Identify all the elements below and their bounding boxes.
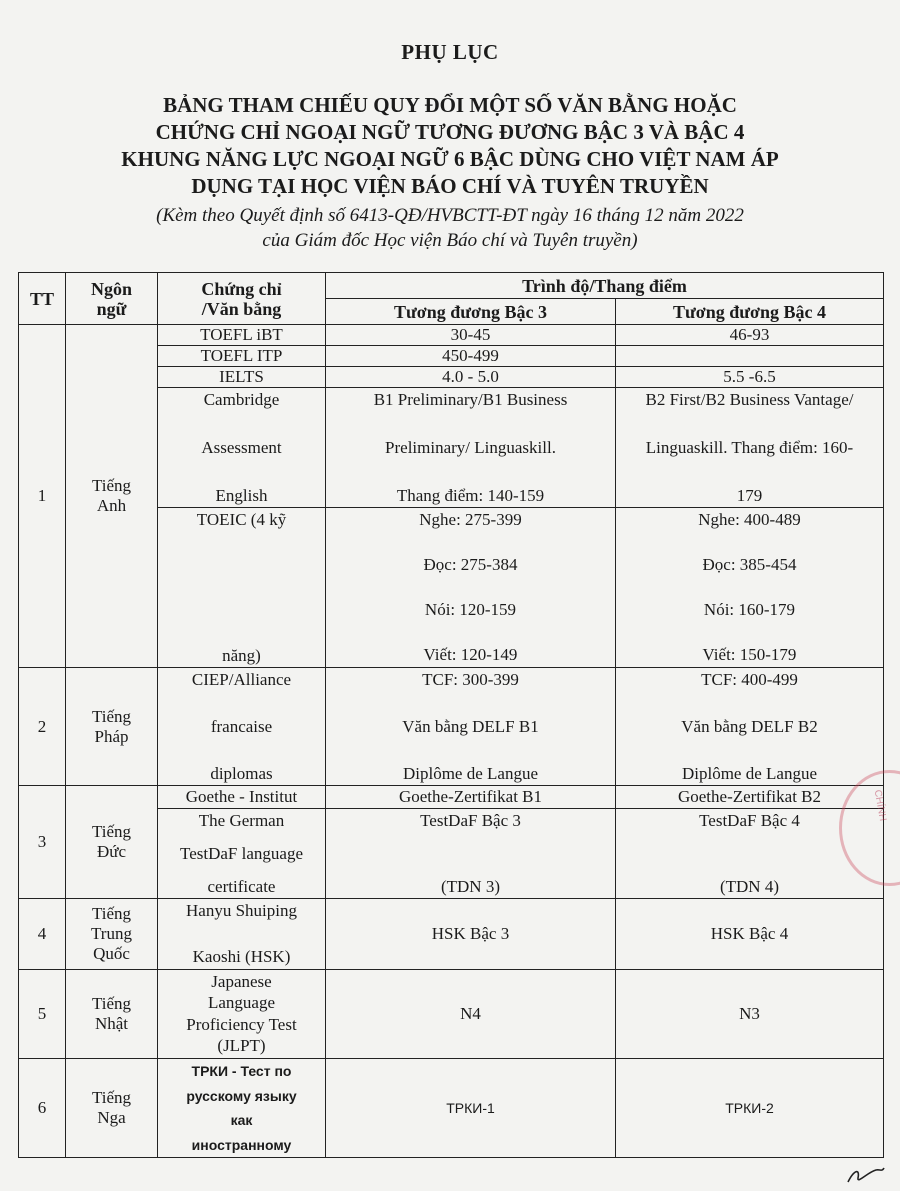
cell-lines (620, 346, 879, 366)
language-line: Tiếng (91, 904, 132, 923)
language-line: Tiếng (91, 822, 132, 841)
table-row (19, 899, 884, 970)
level-3-cell (326, 367, 616, 388)
cell-line: Nói: 120-159 (424, 600, 517, 620)
cell-line: HSK Bậc 3 (431, 924, 510, 943)
cell-line: English (215, 485, 268, 505)
cell-line: năng) (222, 645, 261, 665)
cell-lines (620, 325, 879, 345)
language-cell (66, 325, 158, 668)
cell-lines (620, 367, 879, 387)
cell-line: IELTS (219, 367, 264, 386)
cell-line: ТРКИ - Тест по (191, 1063, 292, 1079)
language-cell (66, 786, 158, 899)
cell-lines (620, 970, 879, 1058)
language-cell (66, 1059, 158, 1158)
cell-line: Goethe-Zertifikat B2 (677, 787, 822, 806)
row-number: 6 (19, 1059, 66, 1158)
level-3-cell (326, 325, 616, 346)
cell-line: TCF: 300-399 (422, 669, 519, 689)
cell-line: 450-499 (442, 346, 499, 365)
title-line: KHUNG NĂNG LỰC NGOẠI NGỮ 6 BẬC DÙNG CHO VIỆT NAM ÁP (121, 147, 779, 171)
cell-line: Preliminary/ Linguaskill. (385, 437, 556, 457)
cell-lines (330, 325, 611, 345)
cell-line: Cambridge (203, 389, 280, 409)
cell-line: Văn bằng DELF B1 (402, 716, 539, 736)
cell-line: Đọc: 385-454 (702, 554, 797, 574)
table-row (19, 668, 884, 786)
cell-line: Viết: 120-149 (423, 645, 518, 665)
document-title (0, 92, 900, 200)
cell-line: Diplôme de Langue (402, 763, 538, 783)
cell-line: Goethe-Zertifikat B1 (398, 787, 543, 806)
language-line: Nga (97, 1108, 126, 1127)
row-number: 5 (19, 970, 66, 1059)
table-row (19, 325, 884, 346)
level-3-cell (326, 809, 616, 899)
header-line: ngữ (96, 298, 127, 319)
cell-line: (JLPT) (217, 1035, 266, 1055)
cell-lines (330, 1059, 611, 1157)
cell-line: TestDaF Bậc 4 (699, 810, 800, 830)
appendix-heading: PHỤ LỤC (401, 40, 499, 64)
cell-line: ТРКИ-1 (446, 1100, 495, 1116)
cell-lines (162, 972, 321, 1056)
title-line: DỤNG TẠI HỌC VIỆN BÁO CHÍ VÀ TUYÊN TRUYỀN (191, 174, 709, 198)
cell-line: Linguaskill. Thang điểm: 160- (645, 437, 854, 457)
header-level-3: Tương đương Bậc 3 (326, 299, 616, 325)
cell-line: 5.5 -6.5 (723, 367, 776, 386)
cell-lines (620, 670, 879, 784)
cell-lines (620, 510, 879, 666)
cell-line: русскому языку (186, 1087, 297, 1104)
cell-line: Đọc: 275-384 (423, 554, 518, 574)
header-line: /Văn bằng (201, 298, 282, 319)
cell-line: TOEIC (4 kỹ (196, 509, 287, 529)
cell-lines (330, 510, 611, 666)
cell-line: Nghe: 275-399 (419, 509, 522, 529)
row-number: 3 (19, 786, 66, 899)
cell-line: иностранному (191, 1136, 292, 1153)
level-3-cell (326, 786, 616, 809)
cell-line: Kaoshi (HSK) (192, 947, 291, 966)
cell-line: (TDN 3) (440, 876, 500, 896)
cell-lines (162, 367, 321, 387)
cell-line: Nghe: 400-489 (698, 509, 801, 529)
certificate-cell (158, 668, 326, 786)
cell-line: Nói: 160-179 (703, 600, 796, 620)
row-number: 2 (19, 668, 66, 786)
certificate-cell (158, 899, 326, 970)
certificate-cell (158, 809, 326, 899)
cell-lines (620, 390, 879, 506)
header-level-4: Tương đương Bậc 4 (616, 299, 884, 325)
level-4-cell (616, 346, 884, 367)
cell-lines (620, 899, 879, 969)
cell-line: 4.0 - 5.0 (442, 367, 499, 386)
cell-line: The German (198, 810, 285, 830)
cell-line: 30-45 (450, 325, 491, 344)
stamp-text: CHÍNH (871, 788, 889, 823)
row-number: 4 (19, 899, 66, 970)
language-line: Đức (96, 842, 127, 861)
certificate-cell (158, 388, 326, 508)
cell-line: TOEFL ITP (200, 346, 283, 365)
cell-line: B1 Preliminary/B1 Business (373, 389, 568, 409)
cell-line: Japanese (211, 972, 272, 991)
level-3-cell (326, 1059, 616, 1158)
table-row (19, 970, 884, 1059)
cell-lines (330, 811, 611, 897)
cell-lines (162, 786, 321, 808)
cell-line: N4 (460, 1004, 481, 1023)
cell-lines (162, 390, 321, 506)
cell-lines (330, 390, 611, 506)
cell-line: N3 (739, 1004, 760, 1023)
signature-mark (846, 1164, 886, 1186)
header-line: Ngôn (90, 278, 132, 299)
header-language (66, 273, 158, 325)
cell-line: francaise (210, 716, 273, 736)
level-3-cell (326, 508, 616, 668)
table-row (19, 1059, 884, 1158)
cell-line: Viết: 150-179 (702, 645, 797, 665)
reference-table (18, 272, 884, 1158)
cell-line: как (230, 1112, 253, 1129)
cell-line: TestDaF Bậc 3 (420, 810, 521, 830)
cell-line: Language (207, 993, 276, 1013)
language-line: Tiếng (91, 1088, 132, 1107)
level-4-cell (616, 668, 884, 786)
title-line: CHỨNG CHỈ NGOẠI NGỮ TƯƠNG ĐƯƠNG BẬC 3 VÀ BẬC 4 (155, 120, 745, 144)
cell-lines (162, 670, 321, 784)
header-certificate (158, 273, 326, 325)
language-line: Anh (96, 496, 127, 515)
level-3-cell (326, 346, 616, 367)
header-level: Trình độ/Thang điểm (326, 273, 884, 299)
cell-line: diplomas (210, 763, 273, 783)
cell-lines (162, 325, 321, 345)
certificate-cell (158, 970, 326, 1059)
cell-line: CIEP/Alliance (191, 669, 292, 689)
certificate-cell (158, 346, 326, 367)
language-line: Tiếng (91, 476, 132, 495)
level-4-cell (616, 1059, 884, 1158)
subtitle-line: (Kèm theo Quyết định số 6413-QĐ/HVBCTT-ĐT ngày 16 tháng 12 năm 2022 (156, 205, 744, 226)
cell-lines (162, 346, 321, 366)
cell-line: TCF: 400-499 (701, 669, 798, 689)
certificate-cell (158, 508, 326, 668)
level-4-cell (616, 970, 884, 1059)
cell-lines (162, 1061, 321, 1155)
cell-lines (162, 901, 321, 967)
cell-line: Goethe - Institut (185, 787, 298, 806)
cell-line: Proficiency Test (186, 1014, 297, 1034)
cell-lines (330, 970, 611, 1058)
cell-lines (330, 786, 611, 808)
cell-line: TOEFL iBT (200, 325, 283, 344)
language-line: Quốc (93, 944, 130, 963)
cell-lines (162, 510, 321, 666)
subtitle-line: của Giám đốc Học viện Báo chí và Tuyên truyền) (262, 230, 638, 251)
language-cell (66, 668, 158, 786)
certificate-cell (158, 325, 326, 346)
cell-lines (330, 346, 611, 366)
cell-lines (330, 899, 611, 969)
language-line: Nhật (94, 1014, 129, 1033)
cell-lines (330, 670, 611, 784)
cell-line: Hanyu Shuiping (186, 901, 297, 920)
level-3-cell (326, 899, 616, 970)
table-row (19, 786, 884, 809)
certificate-cell (158, 1059, 326, 1158)
cell-line: Assessment (201, 437, 282, 457)
cell-lines (162, 811, 321, 897)
level-4-cell (616, 367, 884, 388)
language-line: Tiếng (91, 994, 132, 1013)
level-3-cell (326, 970, 616, 1059)
language-line: Pháp (94, 726, 129, 746)
cell-lines (620, 1059, 879, 1157)
language-line: Trung (91, 924, 132, 943)
cell-line: Diplôme de Langue (681, 763, 817, 783)
level-4-cell (616, 325, 884, 346)
level-4-cell (616, 899, 884, 970)
header-line: Chứng chỉ (201, 278, 282, 299)
certificate-cell (158, 786, 326, 809)
cell-line: certificate (207, 876, 276, 896)
language-line: Tiếng (91, 706, 132, 726)
language-cell (66, 899, 158, 970)
level-4-cell (616, 508, 884, 668)
cell-line: B2 First/B2 Business Vantage/ (645, 389, 854, 409)
cell-line: 179 (736, 485, 763, 505)
cell-lines (620, 786, 879, 808)
title-line: BẢNG THAM CHIẾU QUY ĐỔI MỘT SỐ VĂN BẰNG HOẶC (163, 93, 737, 117)
row-number: 1 (19, 325, 66, 668)
cell-line: TestDaF language (180, 843, 303, 863)
cell-line: 46-93 (729, 325, 770, 344)
cell-line: Văn bằng DELF B2 (681, 716, 818, 736)
level-3-cell (326, 388, 616, 508)
cell-line: ТРКИ-2 (725, 1100, 774, 1116)
cell-line: HSK Bậc 4 (710, 924, 789, 943)
language-cell (66, 970, 158, 1059)
certificate-cell (158, 367, 326, 388)
level-4-cell (616, 388, 884, 508)
cell-line: Thang điểm: 140-159 (396, 485, 545, 505)
cell-line: (TDN 4) (719, 876, 779, 896)
cell-lines (330, 367, 611, 387)
level-3-cell (326, 668, 616, 786)
header-tt: TT (19, 273, 66, 325)
